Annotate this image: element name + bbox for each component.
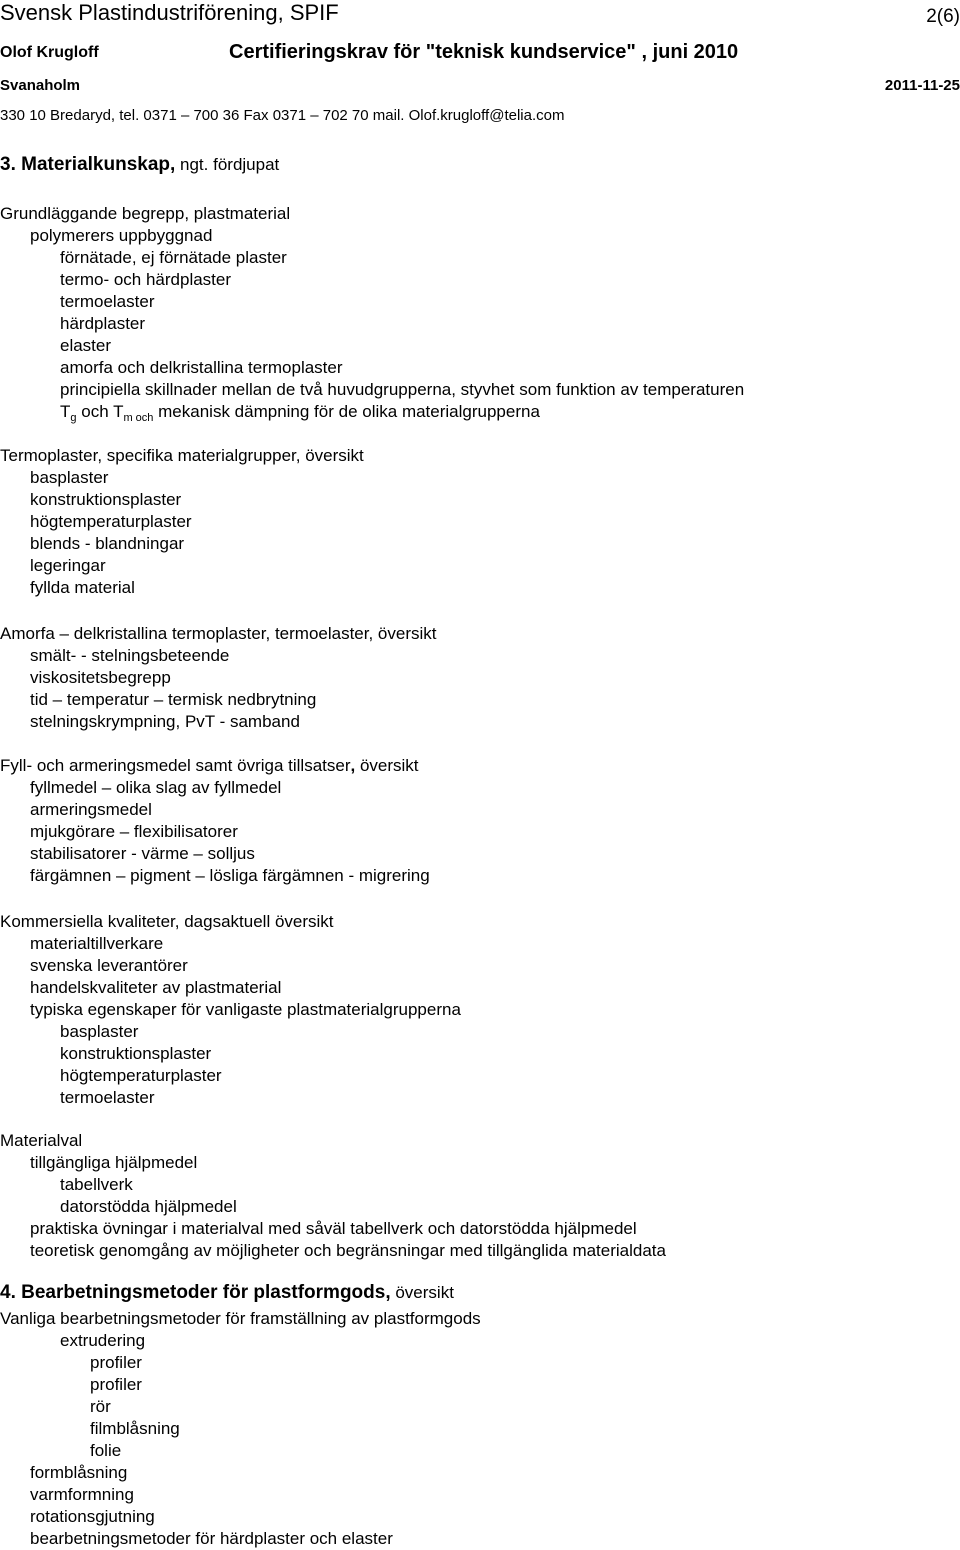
list-item: tillgängliga hjälpmedel — [30, 1153, 198, 1172]
list-item: principiella skillnader mellan de två huvudgrupperna, styvhet som funktion av temperaturen — [60, 380, 745, 399]
contact-address: 330 10 Bredaryd, tel. 0371 – 700 36 Fax 0371 – 702 70 mail. Olof.krugloff@telia.com — [0, 107, 565, 124]
list-subitem: tabellverk — [60, 1175, 133, 1194]
list-item: legeringar — [30, 556, 106, 575]
tm-subscript: m och — [123, 412, 154, 424]
list-item: blends - blandningar — [30, 534, 185, 553]
list-item: viskositetsbegrepp — [30, 668, 171, 687]
list-item: extrudering — [60, 1331, 146, 1350]
list-subitem: rör — [90, 1397, 111, 1416]
list-item: armeringsmedel — [30, 800, 152, 819]
document-title: Certifieringskrav för "teknisk kundservice" , juni 2010 — [229, 41, 739, 63]
block-3-title: Amorfa – delkristallina termoplaster, termoelaster, översikt — [0, 624, 437, 643]
list-item: högtemperaturplaster — [30, 512, 192, 531]
list-item: termo- och härdplaster — [60, 270, 232, 289]
block-1-polymer: polymerers uppbyggnad — [30, 226, 213, 245]
block-4-title-comma: , — [350, 756, 356, 775]
tg-och-t: och T — [76, 402, 124, 421]
list-item: tid – temperatur – termisk nedbrytning — [30, 690, 317, 709]
list-item: färgämnen – pigment – lösliga färgämnen - migrering — [30, 866, 430, 885]
tg-rest: mekanisk dämpning för de olika materialgrupperna — [153, 402, 540, 421]
block-4-title — [0, 755, 419, 777]
list-subitem: folie — [90, 1441, 122, 1460]
list-subitem: konstruktionsplaster — [60, 1044, 212, 1063]
list-item: stabilisatorer - värme – solljus — [30, 844, 255, 863]
section-3-heading-rest: ngt. fördjupat — [175, 155, 280, 174]
list-item: praktiska övningar i materialval med såväl tabellverk och datorstödda hjälpmedel — [30, 1219, 637, 1238]
section-4-heading-rest: översikt — [390, 1283, 454, 1302]
list-item: härdplaster — [60, 314, 146, 333]
list-subitem: datorstödda hjälpmedel — [60, 1197, 237, 1216]
list-item: basplaster — [30, 468, 109, 487]
list-subitem: filmblåsning — [90, 1419, 180, 1438]
list-item: mjukgörare – flexibilisatorer — [30, 822, 238, 841]
list-item: stelningskrympning, PvT - samband — [30, 712, 300, 731]
list-item: förnätade, ej förnätade plaster — [60, 248, 287, 267]
block-1-title: Grundläggande begrepp, plastmaterial — [0, 204, 291, 223]
block-4-title-main: Fyll- och armeringsmedel samt övriga tillsatser — [0, 756, 351, 775]
list-item: fyllda material — [30, 578, 135, 597]
list-item: formblåsning — [30, 1463, 128, 1482]
list-item: svenska leverantörer — [30, 956, 188, 975]
block-2-title: Termoplaster, specifika materialgrupper, översikt — [0, 446, 364, 465]
section-4-heading — [0, 1282, 454, 1304]
list-subitem: högtemperaturplaster — [60, 1066, 222, 1085]
list-item: materialtillverkare — [30, 934, 164, 953]
tg-tm-line — [60, 401, 540, 423]
list-subitem: profiler — [90, 1375, 142, 1394]
list-item: varmformning — [30, 1485, 134, 1504]
section-3-heading — [0, 154, 279, 176]
list-item: handelskvaliteter av plastmaterial — [30, 978, 282, 997]
section-4-intro: Vanliga bearbetningsmetoder för framställning av plastformgods — [0, 1309, 481, 1328]
list-item: elaster — [60, 336, 112, 355]
list-item: konstruktionsplaster — [30, 490, 182, 509]
block-5-title: Kommersiella kvaliteter, dagsaktuell översikt — [0, 912, 334, 931]
list-item: teoretisk genomgång av möjligheter och begränsningar med tillgänglida materialdata — [30, 1241, 666, 1260]
list-item: smält- - stelningsbeteende — [30, 646, 230, 665]
tg-t: T — [60, 402, 71, 421]
list-item: rotationsgjutning — [30, 1507, 155, 1526]
list-subitem: profiler — [90, 1353, 142, 1372]
place-name: Svanaholm — [0, 77, 81, 94]
list-item: amorfa och delkristallina termoplaster — [60, 358, 343, 377]
author-name: Olof Krugloff — [0, 44, 99, 61]
section-4-heading-bold: 4. Bearbetningsmetoder för plastformgods, — [0, 1282, 391, 1303]
list-item: bearbetningsmetoder för härdplaster och elaster — [30, 1529, 393, 1548]
organization-name: Svensk Plastindustriförening, SPIF — [0, 0, 339, 25]
block-4-title-rest: översikt — [355, 756, 419, 775]
list-subitem: basplaster — [60, 1022, 139, 1041]
list-item: termoelaster — [60, 292, 155, 311]
tg-subscript: g — [70, 412, 77, 424]
list-subitem: termoelaster — [60, 1088, 155, 1107]
page-number: 2(6) — [926, 6, 960, 27]
section-3-heading-bold: 3. Materialkunskap, — [0, 154, 176, 175]
list-item: fyllmedel – olika slag av fyllmedel — [30, 778, 282, 797]
list-item: typiska egenskaper för vanligaste plastmaterialgrupperna — [30, 1000, 461, 1019]
block-6-title: Materialval — [0, 1131, 83, 1150]
document-date: 2011-11-25 — [884, 77, 960, 94]
